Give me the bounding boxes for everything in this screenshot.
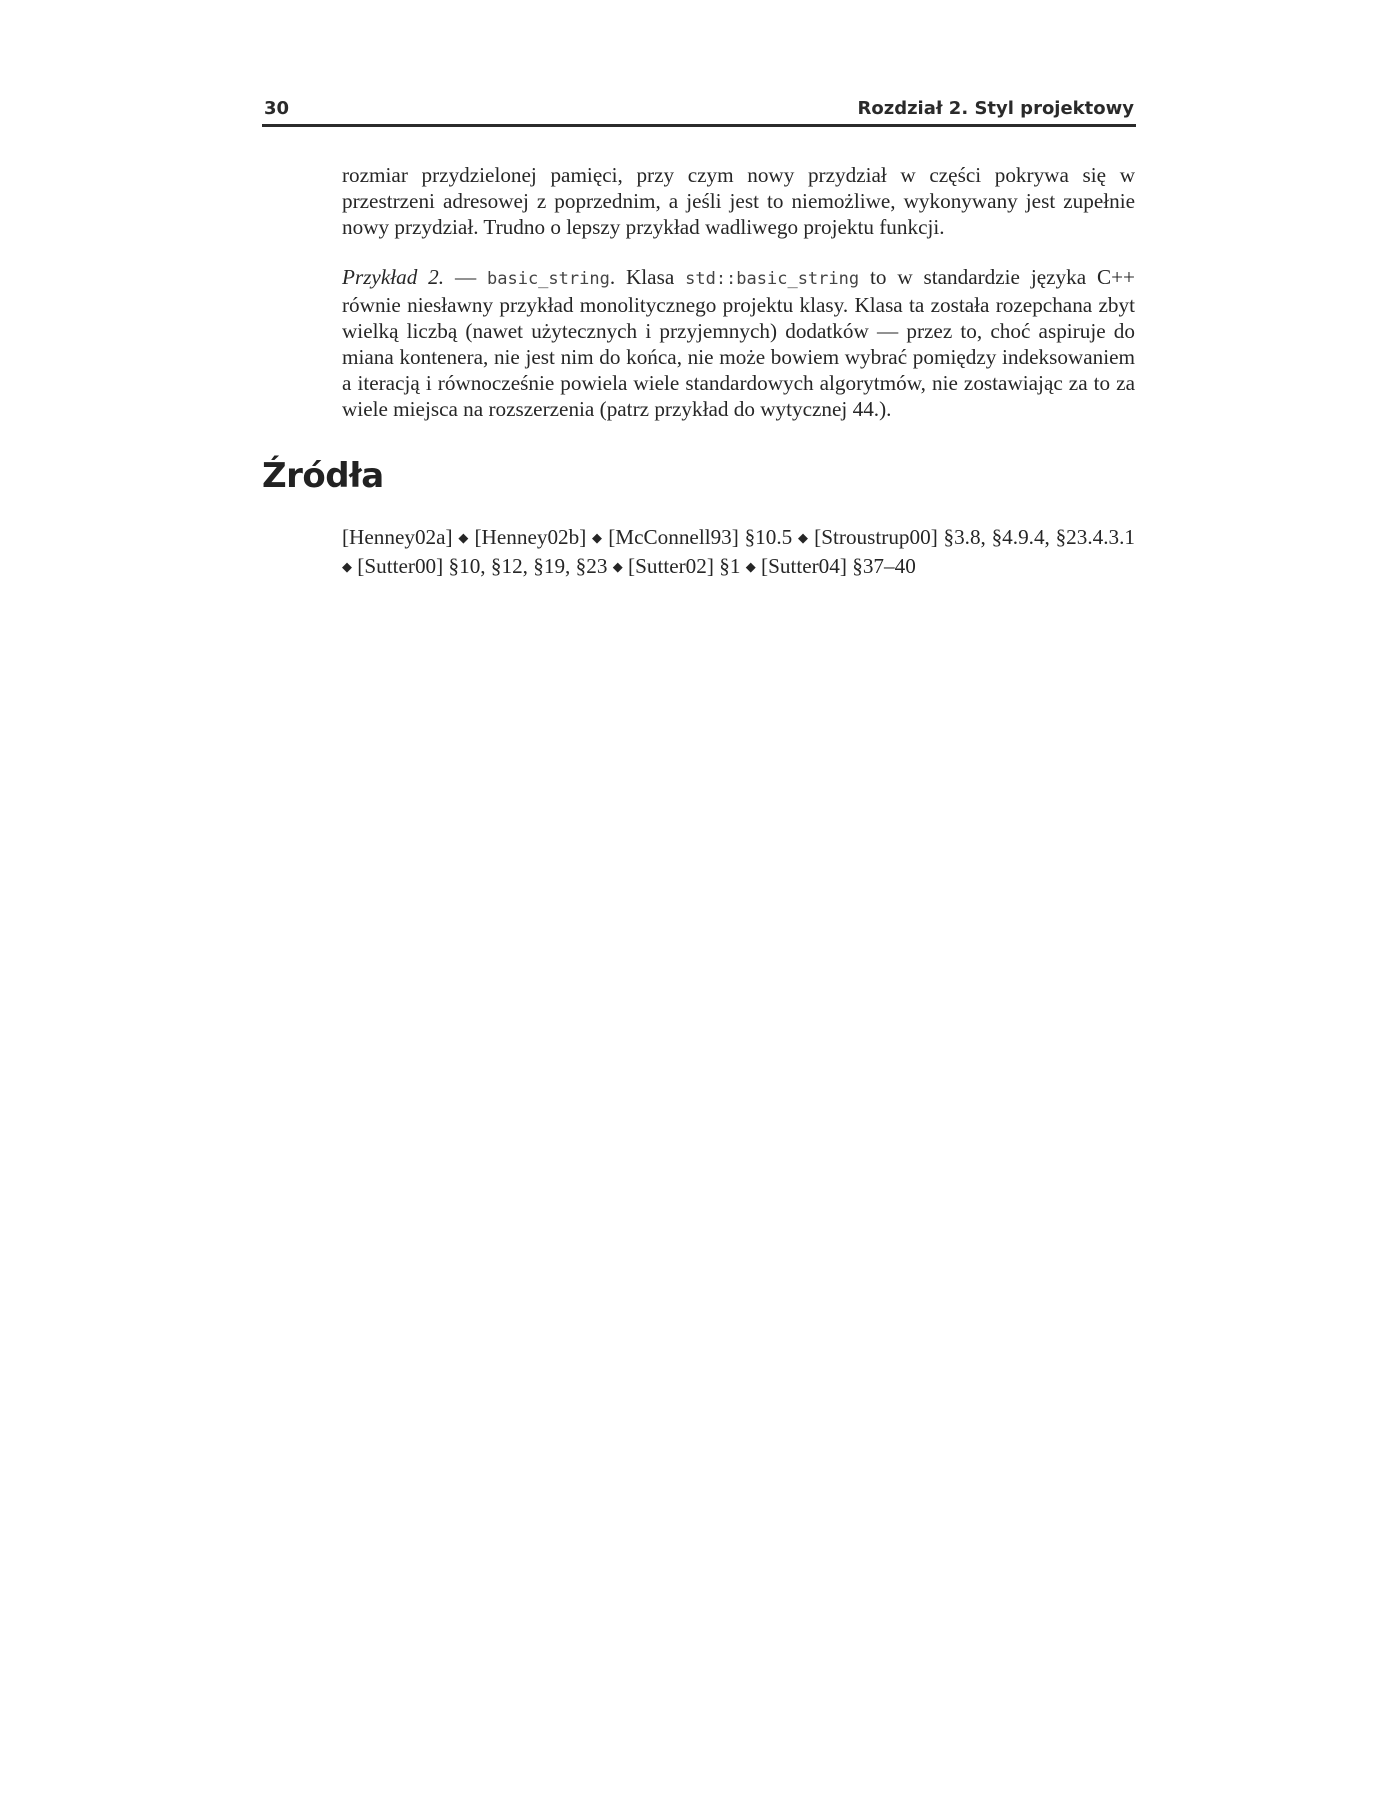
reference-item: [Henney02b] bbox=[474, 525, 587, 549]
running-header bbox=[262, 98, 1136, 124]
example-text-1: . Klasa bbox=[609, 265, 686, 289]
header-rule bbox=[262, 124, 1136, 127]
page-number: 30 bbox=[264, 98, 290, 119]
diamond-separator-icon: ◆ bbox=[745, 559, 756, 574]
section-heading-sources: Źródła bbox=[262, 456, 384, 496]
reference-item: [Sutter00] §10, §12, §19, §23 bbox=[357, 554, 608, 578]
code-std-basic-string: std::basic_string bbox=[685, 269, 860, 289]
references-list bbox=[342, 524, 1135, 582]
chapter-title: Rozdział 2. Styl projektowy bbox=[857, 98, 1134, 119]
paragraph-continuation: rozmiar przydzielonej pamięci, przy czym nowy przydział w części pokrywa się w przestrzeni adresowej z poprzednim, a jeśli jest to niemożliwe, wykonywany jest zupełnie nowy przydział. Trudno o lepszy przykład wadliwego projektu funkcji. bbox=[342, 163, 1135, 239]
example-dash: — bbox=[444, 265, 487, 289]
example-text-2: to w standardzie języka C++ równie niesławny przykład monolitycznego projektu klasy. Klasa ta została rozepchana zbyt wielką liczbą (nawet użytecznych i przyjemnych) dodatków — przez to, choć aspiruje do miana kontenera, nie jest nim do końca, nie może bowiem wybrać pomiędzy indeksowaniem a iteracją i równocześnie powiela wiele standardowych algorytmów, nie zostawiając za to za wiele miejsca na rozszerzenia (patrz przykład do wytycznej 44.). bbox=[342, 265, 1135, 421]
diamond-separator-icon: ◆ bbox=[797, 530, 809, 545]
reference-item: [Henney02a] bbox=[342, 525, 453, 549]
reference-item: [Sutter02] §1 bbox=[628, 554, 741, 578]
code-basic-string: basic_string bbox=[487, 269, 610, 289]
example-label: Przykład 2. bbox=[342, 265, 445, 289]
diamond-separator-icon: ◆ bbox=[342, 559, 352, 574]
paragraph-example-2 bbox=[342, 264, 1135, 422]
diamond-separator-icon: ◆ bbox=[592, 530, 603, 545]
reference-item: [McConnell93] §10.5 bbox=[608, 525, 793, 549]
diamond-separator-icon: ◆ bbox=[458, 530, 469, 545]
reference-item: [Stroustrup00] §3.8, §4.9.4, §23.4.3.1 bbox=[814, 525, 1136, 549]
diamond-separator-icon: ◆ bbox=[612, 559, 623, 574]
reference-item: [Sutter04] §37–40 bbox=[761, 554, 916, 578]
